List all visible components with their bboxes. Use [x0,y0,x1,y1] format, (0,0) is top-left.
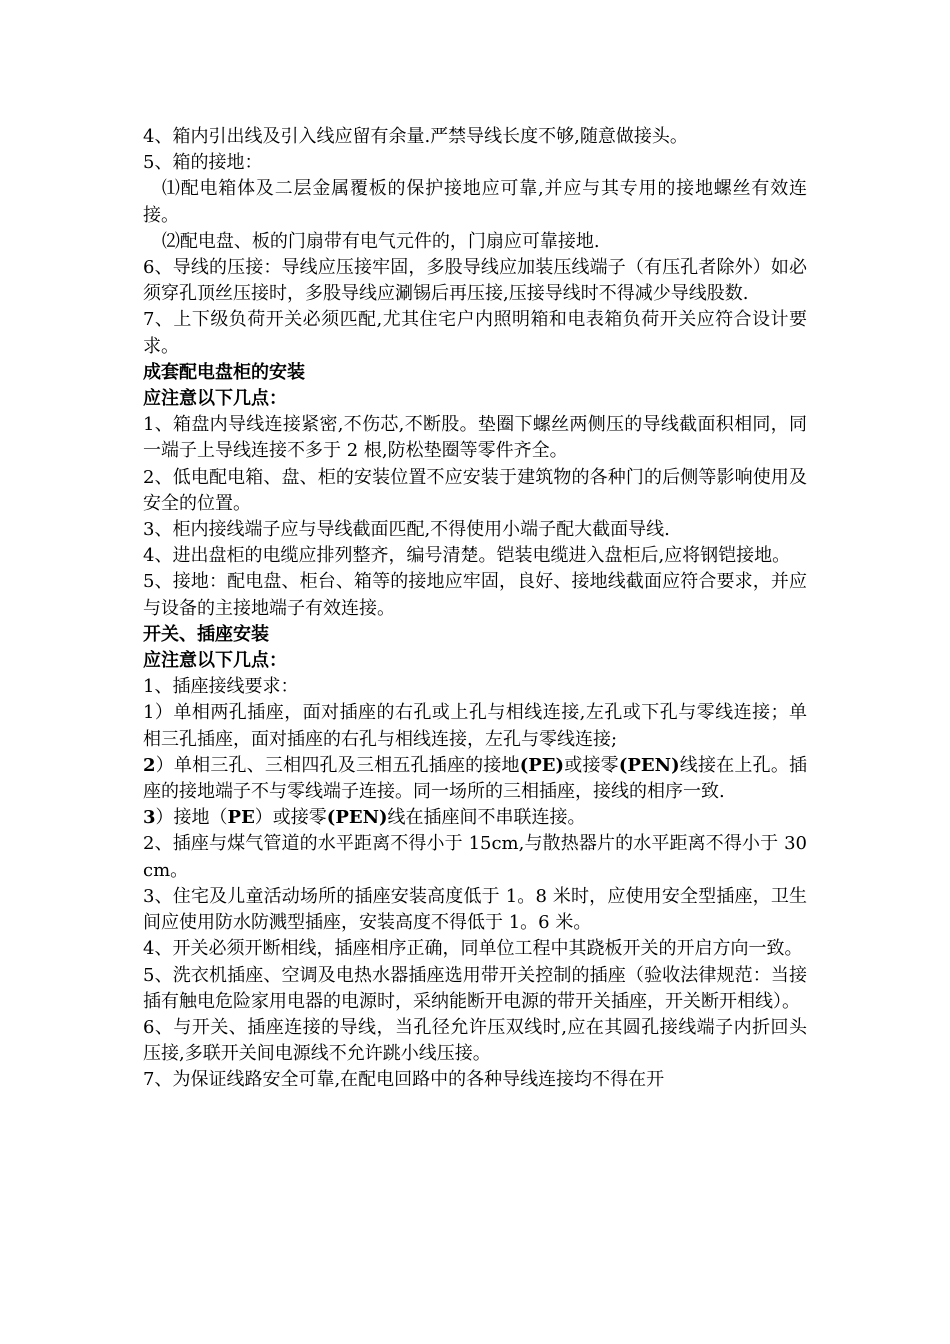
paragraph-cabinet-grounding: 5、接地：配电盘、柜台、箱等的接地应牢固，良好、接地线截面应符合要求，并应与设备的主接地端子有效连接。 [143,571,807,619]
text-run: PE [227,807,255,829]
paragraph-conductor-crimping: 6、与开关、插座连接的导线，当孔径允许压双线时,应在其圆孔接线端子内折回头压接,多联开关间电源线不允许跳小线压接。 [143,1016,807,1065]
paragraph-wire-connection: 1、箱盘内导线连接紧密,不伤芯,不断股。垫圈下螺丝两侧压的导线截面积相同，同一端子上导线连接不多于 2 根,防松垫圈等零件齐全。 [143,414,807,462]
text-run: 线接在上孔。插座的接地端子不与零线端子连接。同一场所的三相插座，接线的相序一致. [143,754,808,803]
paragraph-mounting-position: 2、低电配电箱、盘、柜的安装位置不应安装于建筑物的各种门的后侧等影响使用及安全的位置。 [143,466,807,514]
subheading-notes-2: 应注意以下几点： [143,650,287,672]
document-page [143,124,807,1094]
text-run: (PEN) [618,754,680,776]
paragraph-socket-height: 3、住宅及儿童活动场所的插座安装高度低于 1。8 米时，应使用安全型插座，卫生间应使用防水防溅型插座，安装高度不得低于 1。6 米。 [143,885,807,934]
subheading-notes-1: 应注意以下几点： [143,388,287,410]
paragraph-box-grounding: 5、箱的接地： [143,152,263,174]
paragraph-socket-wiring-item-3 [143,805,807,831]
paragraph-door-grounding: ⑵配电盘、板的门扇带有电气元件的，门扇应可靠接地. [161,230,600,252]
paragraph-socket-wiring-item-1: 1）单相两孔插座，面对插座的右孔或上孔与相线连接,左孔或下孔与零线连接；单相三孔插座，面对插座的右孔与相线连接，左孔与零线连接; [143,702,807,750]
paragraph-socket-wiring-item-2 [143,753,807,805]
paragraph-circuit-connections: 7、为保证线路安全可靠,在配电回路中的各种导线连接均不得在开 [143,1069,665,1091]
paragraph-switch-phase-line: 4、开关必须开断相线，插座相序正确，同单位工程中其跷板开关的开启方向一致。 [143,938,803,960]
text-run: 2 [143,754,156,776]
paragraph-switched-sockets: 5、洗衣机插座、空调及电热水器插座选用带开关控制的插座（验收法律规范：当接插有触电危险家用电器的电源时，采纳能断开电源的带开关插座，开关断开相线）。 [143,964,807,1012]
text-run: ）接地（ [155,807,228,829]
text-run: 3 [143,807,156,829]
paragraph-terminal-matching: 3、柜内接线端子应与导线截面匹配,不得使用小端子配大截面导线. [143,519,670,541]
paragraph-box-outgoing-wires: 4、箱内引出线及引入线应留有余量.严禁导线长度不够,随意做接头。 [143,126,688,147]
paragraph-box-body-grounding: ⑴配电箱体及二层金属覆板的保护接地应可靠,并应与其专用的接地螺丝有效连接。 [143,178,807,226]
text-run: (PE) [519,754,565,776]
paragraph-load-switch-matching: 7、上下级负荷开关必须匹配,尤其住宅户内照明箱和电表箱负荷开关应符合设计要求。 [143,309,807,357]
section-heading-switch-socket-installation: 开关、插座安装 [143,623,269,645]
paragraph-wire-crimping: 6、导线的压接：导线应压接牢固，多股导线应加装压线端子（有压孔者除外）如必须穿孔顶丝压接时，多股导线应涮锡后再压接,压接导线时不得减少导线股数. [143,257,807,305]
text-run: ）或接零 [254,807,327,829]
text-run: ）单相三孔、三相四孔及三相五孔插座的接地 [155,754,520,776]
text-run: (PEN) [326,807,388,829]
paragraph-socket-wiring: 1、插座接线要求： [143,676,299,698]
paragraph-socket-distance: 2、插座与煤气管道的水平距离不得小于 15cm,与散热器片的水平距离不得小于 30cm。 [143,833,807,881]
text-run: 线在插座间不串联连接。 [387,807,586,829]
text-run: 或接零 [564,754,619,776]
section-heading-switchgear-installation: 成套配电盘柜的安装 [143,361,305,383]
paragraph-cable-arrangement: 4、进出盘柜的电缆应排列整齐，编号清楚。铠装电缆进入盘柜后,应将钢铠接地。 [143,545,791,567]
